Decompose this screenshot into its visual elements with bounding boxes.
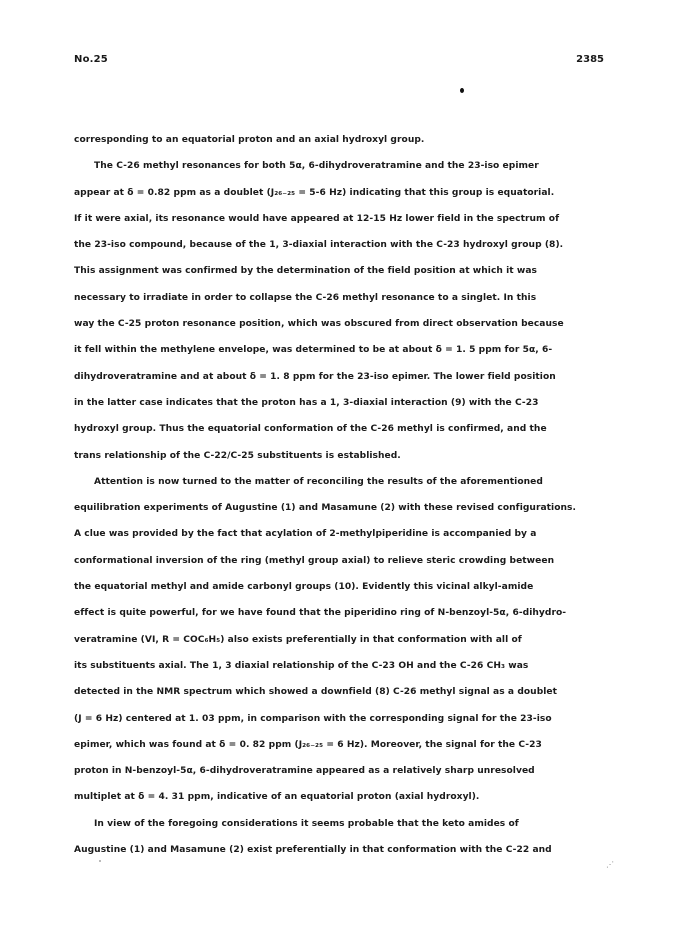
journal-issue: No.25 [74,54,108,65]
text-line: multiplet at δ = 4. 31 ppm, indicative of an equatorial proton (axial hydroxyl). [74,792,480,803]
text-line: necessary to irradiate in order to collapse the C-26 methyl resonance to a singlet. In this [74,292,537,303]
text-line: conformational inversion of the ring (methyl group axial) to relieve steric crowding between [74,555,555,566]
text-line: in the latter case indicates that the proton has a 1, 3-diaxial interaction (9) with the C-23 [74,397,539,408]
stray-mark-footer [99,860,101,862]
text-line: it fell within the methylene envelope, was determined to be at about δ = 1. 5 ppm for 5α, 6- [74,345,553,356]
text-line: dihydroveratramine and at about δ = 1. 8 ppm for the 23-iso epimer. The lower field position [74,371,556,382]
text-line: In view of the foregoing considerations it seems probable that the keto amides of [94,818,519,829]
text-line: Augustine (1) and Masamune (2) exist preferentially in that conformation with the C-22 and [74,845,552,856]
text-line: the 23-iso compound, because of the 1, 3-diaxial interaction with the C-23 hydroxyl group (8). [74,240,564,251]
text-line: veratramine (VI, R = COC₆H₅) also exists preferentially in that conformation with all of [74,634,522,645]
text-line: appear at δ = 0.82 ppm as a doublet (J₂₆₋₂₅ = 5-6 Hz) indicating that this group is equatorial. [74,187,555,198]
text-line: hydroxyl group. Thus the equatorial conformation of the C-26 methyl is confirmed, and the [74,424,547,435]
stray-mark [460,88,464,93]
text-line: trans relationship of the C-22/C-25 substituents is established. [74,450,401,461]
text-line: the equatorial methyl and amide carbonyl groups (10). Evidently this vicinal alkyl-amide [74,582,534,593]
text-line: Attention is now turned to the matter of reconciling the results of the aforementioned [94,476,543,487]
text-line: effect is quite powerful, for we have found that the piperidino ring of N-benzoyl-5α, 6-dihydro- [74,608,567,619]
page-number: 2385 [576,54,604,65]
text-line: (J = 6 Hz) centered at 1. 03 ppm, in comparison with the corresponding signal for the 23-iso [74,713,552,724]
text-line: If it were axial, its resonance would have appeared at 12-15 Hz lower field in the spectrum of [74,213,560,224]
text-line: The C-26 methyl resonances for both 5α, 6-dihydroveratramine and the 23-iso epimer [94,161,539,172]
text-line: its substituents axial. The 1, 3 diaxial relationship of the C-23 OH and the C-26 CH₃ was [74,660,529,671]
text-line: way the C-25 proton resonance position, which was obscured from direct observation because [74,319,564,330]
text-line: proton in N-benzoyl-5α, 6-dihydroveratramine appeared as a relatively sharp unresolved [74,766,535,777]
text-line: detected in the NMR spectrum which showed a downfield (8) C-26 methyl signal as a doublet [74,687,558,698]
text-line: A clue was provided by the fact that acylation of 2-methylpiperidine is accompanied by a [74,529,537,540]
body-text [74,127,620,863]
footer-mark: ⋰ [606,860,614,869]
text-line: corresponding to an equatorial proton and an axial hydroxyl group. [74,135,425,145]
text-line: epimer, which was found at δ = 0. 82 ppm (J₂₆₋₂₅ = 6 Hz). Moreover, the signal for the C-23 [74,739,542,750]
text-line: equilibration experiments of Augustine (1) and Masamune (2) with these revised configurations. [74,503,577,514]
text-line: This assignment was confirmed by the determination of the field position at which it was [74,266,538,277]
